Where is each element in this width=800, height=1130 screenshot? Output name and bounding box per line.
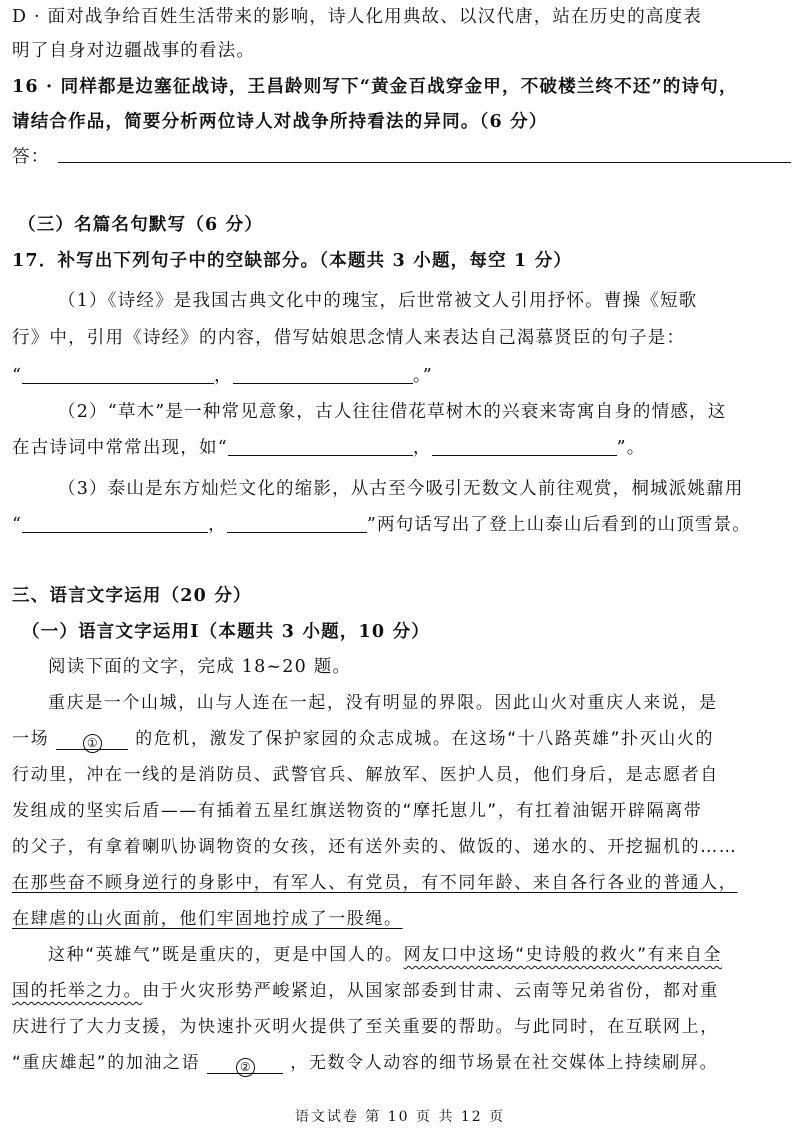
passage-line-5: 的父子，有拿着喇叭协调物资的女孩，还有送外卖的、做饭的、递水的、开挖掘机的…… [12,837,738,857]
q17-p2-line2-text: 在古诗词中常常出现，如“ [12,438,228,458]
answer-label: 答： [12,147,50,167]
blank-3-2[interactable] [227,516,367,533]
q17-p2-line1: （2）“草木”是一种常见意象，古人往往借花草树木的兴衰来寄寓自身的情感，这 [58,402,727,422]
part3-subsection-title: （一）语言文字运用Ⅰ（本题共 3 小题，10 分） [22,622,430,642]
open-quote: “ [12,515,23,535]
passage-text: 一场 [12,729,50,749]
passage-line-4: 发组成的坚实后盾——有插着五星红旗送物资的“摩托崽儿”，有扛着油锯开辟隔离带 [12,801,703,821]
passage-line-9 [12,980,719,1002]
answer-blank-line[interactable] [58,162,791,163]
passage-line-3: 行动里，冲在一线的是消防员、武警官兵、解放军、医护人员，他们身后，是志愿者自 [12,765,719,785]
passage-line-2 [12,728,714,750]
wavy-underlined-text: 网友口中这场“史诗般的救火”有来自全 [403,945,723,965]
underlined-sentence-line-2: 在肆虐的山火面前，他们牢固地拧成了一股绳。 [12,909,403,929]
passage-line-1: 重庆是一个山城，山与人连在一起，没有明显的界限。因此山火对重庆人来说，是 [48,693,718,713]
q16-line2: 请结合作品，简要分析两位诗人对战争所持看法的异同。（6 分） [12,112,548,132]
blank-2-2[interactable] [432,439,617,456]
passage-text: ，无数令人动容的细节场景在社交媒体上持续刷屏。 [290,1053,719,1073]
blank-marker-2[interactable] [207,1055,283,1074]
passage-text: 由于火灾形势严峻紧迫，从国家部委到甘肃、云南等兄弟省份，都对重 [142,981,719,1001]
passage-line-11 [12,1052,718,1074]
underlined-sentence-line-1: 在那些奋不顾身逆行的身影中，有军人、有党员，有不同年龄、来自各行各业的普通人， [12,873,738,893]
comma: ， [208,515,227,535]
passage-line-8 [48,944,722,966]
passage-line-10: 庆进行了大力支援，为快速扑灭明火提供了至关重要的帮助。与此同时，在互联网上， [12,1017,719,1037]
q15-option-d-line1: D · 面对战争给百姓生活带来的影响，诗人化用典故、以汉代唐，站在历史的高度表 [12,7,703,27]
open-quote: “ [12,366,23,386]
passage-text: 的危机，激发了保护家园的众志成城。在这场“十八路英雄”扑灭山火的 [135,729,715,749]
q17-title: 17．补写出下列句子中的空缺部分。（本题共 3 小题，每空 1 分） [12,251,573,271]
blank-1-2[interactable] [233,367,413,384]
part3-title: 三、语言文字运用（20 分） [12,586,252,606]
blank-3-1[interactable] [22,516,208,533]
blank-2-1[interactable] [228,439,413,456]
q17-p1-blanks [12,365,433,387]
blank-marker-1[interactable] [56,731,128,750]
passage-text: “重庆雄起”的加油之语 [12,1053,201,1073]
passage-text: 这种“英雄气”既是重庆的，更是中国人的。 [48,945,404,965]
q17-p3-line2-text: ”两句话写出了登上山泰山后看到的山顶雪景。 [366,515,752,535]
q17-p1-line1: （1）《诗经》是我国古典文化中的瑰宝，后世常被文人引用抒怀。曹操《短歌 [58,291,698,311]
q15-option-d-line2: 明了自身对边疆战事的看法。 [12,41,256,61]
page-footer: 语文试卷 第 10 页 共 12 页 [294,1109,506,1125]
comma: ， [412,438,432,458]
wavy-underlined-text: 国的托举之力。 [12,981,143,1001]
circled-number-1: ① [83,734,102,753]
q17-p1-line2: 行》中，引用《诗经》的内容，借写姑娘思念情人来表达自己渴慕贤臣的句子是： [12,328,686,348]
blank-1-1[interactable] [22,367,214,384]
comma: ， [214,366,233,386]
q17-p3-line1: （3）泰山是东方灿烂文化的缩影，从古至今吸引无数文人前往观赏，桐城派姚鼐用 [58,479,744,499]
end-quote: 。” [412,366,433,386]
end-quote: ”。 [616,438,646,458]
q17-p3-line2 [12,514,751,536]
section-title-famous-lines: （三）名篇名句默写（6 分） [18,215,264,235]
circled-number-2: ② [236,1058,255,1077]
reading-intro: 阅读下面的文字，完成 18~20 题。 [48,657,352,677]
q17-p2-line2 [12,437,645,459]
q16-line1: 16 · 同样都是边塞征战诗，王昌龄则写下“黄金百战穿金甲，不破楼兰终不还”的诗句， [12,77,738,97]
